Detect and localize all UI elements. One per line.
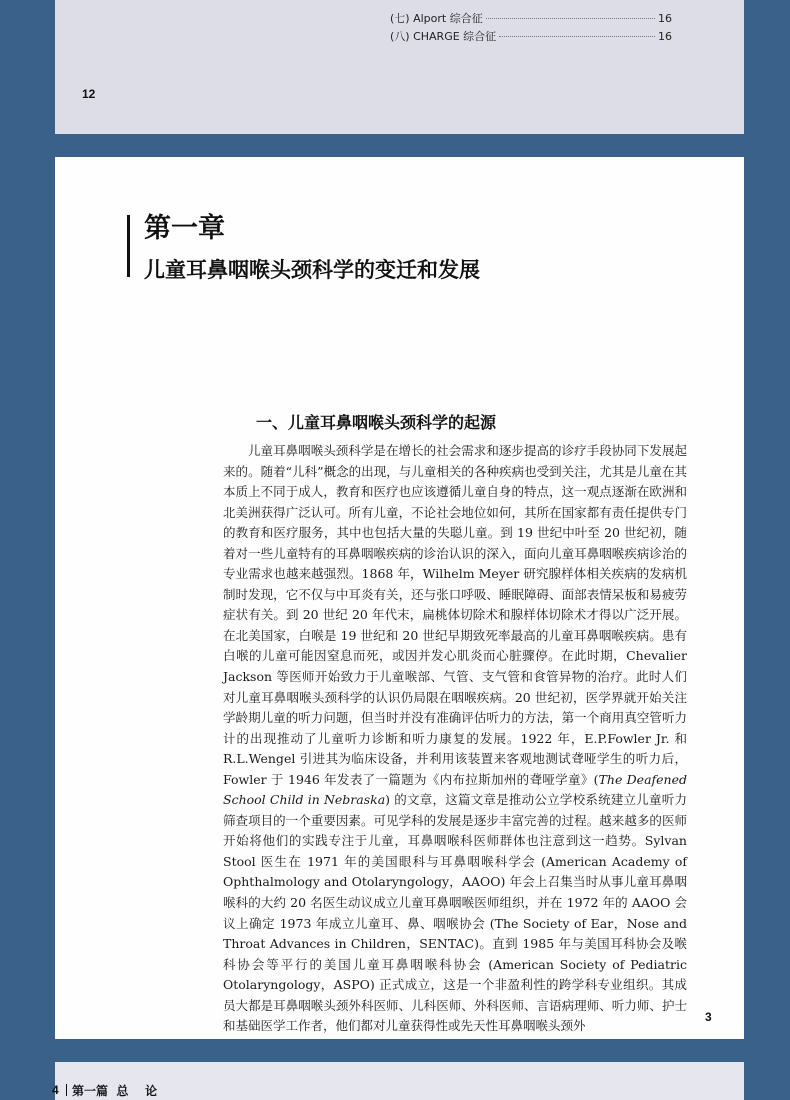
toc-entry-page: 16: [658, 12, 672, 25]
chapter-label: 第一章: [144, 213, 225, 244]
chapter-title: 儿童耳鼻咽喉头颈科学的变迁和发展: [144, 258, 480, 282]
section-heading: 一、儿童耳鼻咽喉头颈科学的起源: [256, 413, 497, 432]
body-text-part: ) 的文章，这篇文章是推动公立学校系统建立儿童听力筛查项目的一个重要因素。可见学科的发展是逐步丰富完善的过程。越来越多的医师开始将他们的实践专注于儿童，耳鼻咽喉科医师群体也注意到这一趋势。Sylvan Stool 医生在 1971 年的美国眼科与耳鼻咽喉科学会 (American Academy of Ophthalmology and Otolaryngology，AAOO) 年会上召集当时从事儿童耳鼻咽喉科的大约 20 名医生动议成立儿童耳鼻咽喉医师组织，并在 1972 年的 AAOO 会议上确定 1973 年成立儿童耳、鼻、咽喉协会 (The Society of Ear，Nose and Throat Advances in Children，SENTAC)。直到 1985 年与美国耳科协会及喉科协会等平行的美国儿童耳鼻咽喉科协会 (American Society of Pediatric Otolaryngology，ASPO) 正式成立，这是一个非盈利性的跨学科专业组织。其成员大都是耳鼻咽喉头颈外科医师、儿科医师、外科医师、言语病理师、听力师、护士和基础医学工作者，他们都对儿童获得性或先天性耳鼻咽喉头颈外: [223, 792, 687, 1034]
toc-leader-dots: [499, 36, 655, 37]
next-page-fragment: [55, 1062, 744, 1100]
toc-leader-dots: [486, 18, 655, 19]
chapter-accent-bar: [127, 215, 130, 277]
page-number: 12: [82, 87, 96, 101]
toc-entry: [390, 28, 672, 44]
footer-separator: [66, 1084, 67, 1096]
footer-section-label: 第一篇 总 论: [72, 1084, 158, 1098]
toc-entry-page: 16: [658, 30, 672, 43]
toc-entry-label: (八) CHARGE 综合征: [390, 30, 497, 43]
body-text-part: 儿童耳鼻咽喉头颈科学是在增长的社会需求和逐步提高的诊疗手段协同下发展起来的。随着“儿科”概念的出现，与儿童相关的各种疾病也受到关注，尤其是儿童在其本质上不同于成人，教育和医疗也应该遵循儿童自身的特点，这一观点逐渐在欧洲和北美洲获得广泛认可。所有儿童，不论社会地位如何，其所在国家都有责任提供专门的教育和医疗服务，其中也包括大量的失聪儿童。到 19 世纪中叶至 20 世纪初，随着对一些儿童特有的耳鼻咽喉疾病的诊治认识的深入，面向儿童耳鼻咽喉疾病诊治的专业需求也越来越强烈。1868 年，Wilhelm Meyer 研究腺样体相关疾病的发病机制时发现，它不仅与中耳炎有关，还与张口呼吸、睡眠障碍、面部表情呆板和易疲劳症状有关。到 20 世纪 20 年代末，扁桃体切除术和腺样体切除术才得以广泛开展。在北美国家，白喉是 19 世纪和 20 世纪早期致死率最高的儿童耳鼻咽喉疾病。患有白喉的儿童可能因窒息而死，或因并发心肌炎而心脏骤停。在此时期，Chevalier Jackson 等医师开始致力于儿童喉部、气管、支气管和食管异物的治疗。此时人们对儿童耳鼻咽喉头颈科学的认识仍局限在咽喉疾病。20 世纪初，医学界就开始关注学龄期儿童的听力问题，但当时并没有准确评估听力的方法，第一个商用真空管听力计的出现推动了儿童听力诊断和听力康复的发展。1922 年，E.P.Fowler Jr. 和 R.L.Wengel 引进其为临床设备，并利用该装置来客观地测试聋哑学生的听力后，Fowler 于 1946 年发表了一篇题为《内布拉斯加州的聋哑学童》(: [223, 443, 687, 787]
previous-page-fragment: [55, 0, 744, 134]
toc-entry-label: (七) Alport 综合征: [390, 12, 483, 25]
page-number: 3: [705, 1010, 712, 1024]
footer-page-number: 4: [52, 1083, 59, 1097]
main-page: [55, 157, 744, 1039]
body-paragraph: [223, 441, 687, 1037]
toc-entry: [390, 10, 672, 26]
journal-title-italic: The Deafened School Child in Nebraska: [223, 771, 688, 808]
